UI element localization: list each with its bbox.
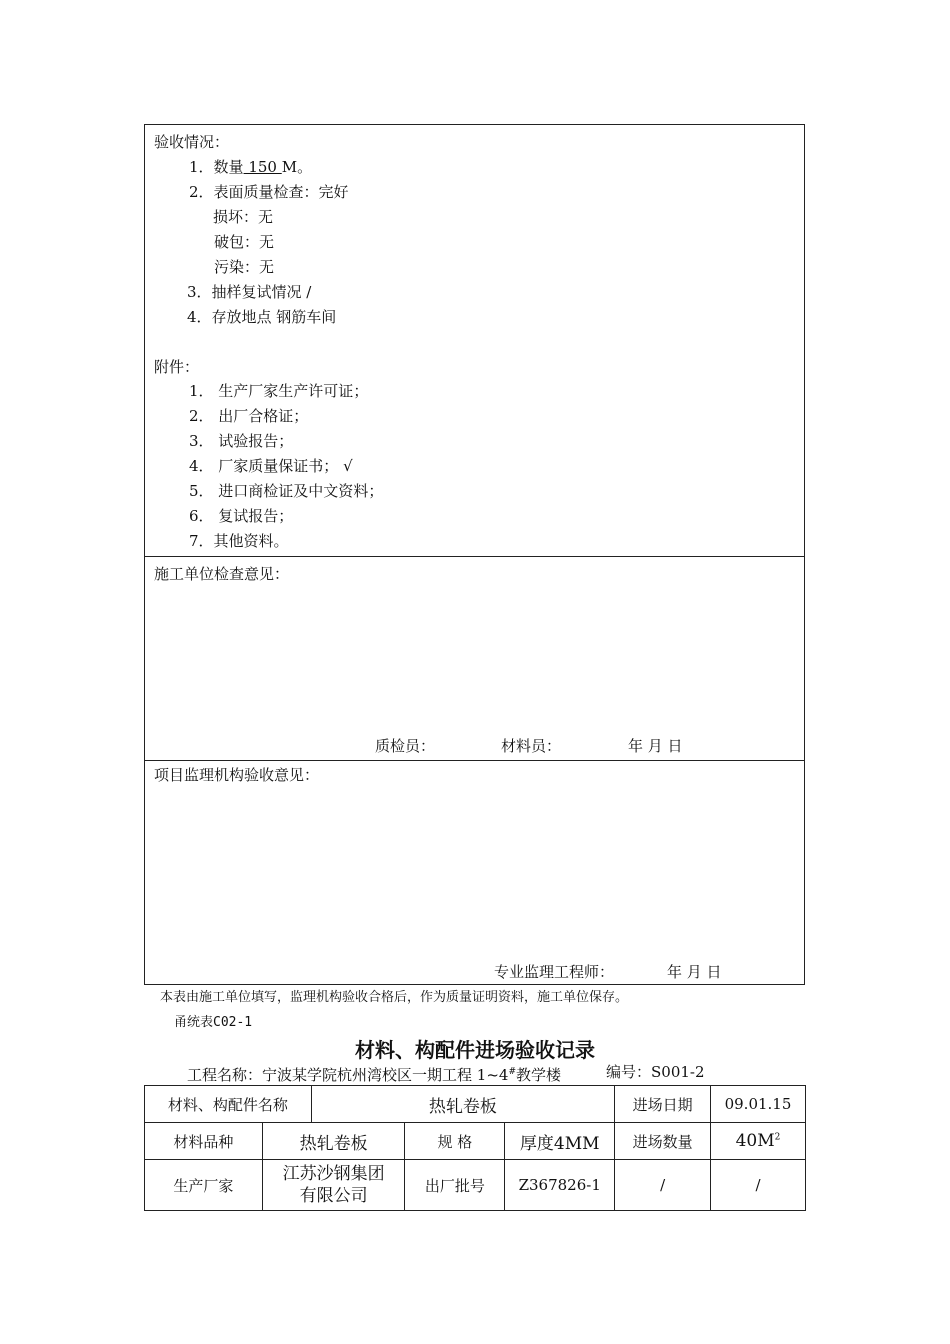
table-row [145,1086,806,1123]
quantity-suffix: M。 [281,158,313,176]
material-kind-value: 热轧卷板 [262,1123,405,1160]
engineer-label: 专业监理工程师： [494,963,615,981]
project-label: 工程名称： [187,1066,263,1084]
manufacturer-value [262,1160,405,1211]
entry-qty-value [711,1123,806,1160]
attachment-item: 7．其他资料。 [189,532,289,550]
number-line [606,1062,705,1082]
entry-qty-label: 进场数量 [615,1123,711,1160]
attachment-item: 3． 试验报告； [189,432,294,450]
attachment-item: 4． 厂家质量保证书； √ [189,457,353,475]
attachment-item: 5． 进口商检证及中文资料； [189,482,384,500]
record-title: 材料、构配件进场验收记录 [355,1038,595,1062]
batch-value: Z367826-1 [505,1160,615,1211]
pollution-line: 污染：无 [214,258,275,276]
project-line [187,1062,561,1085]
supervision-date: 年 月 日 [667,963,722,981]
sampling-line: 3．抽样复试情况 / [187,283,312,301]
supervision-heading: 项目监理机构验收意见： [154,766,320,784]
broken-line: 破包：无 [214,233,275,251]
material-kind-label: 材料品种 [145,1123,263,1160]
damage-line: 损坏：无 [213,208,274,226]
spec-label: 规 格 [405,1123,505,1160]
project-sup: # [508,1067,516,1077]
spec-value: 厚度4MM [505,1123,615,1160]
acceptance-section [144,124,805,557]
storage-line: 4．存放地点 钢筋车间 [187,308,337,326]
footnote: 本表由施工单位填写，监理机构验收合格后，作为质量证明资料，施工单位保存。 [160,990,629,1005]
quantity-value: 150 [243,158,282,176]
inspector-label: 质检员： [375,737,436,755]
attachments-heading: 附件： [154,358,200,376]
construction-opinion-section [144,556,805,761]
attachment-item: 2． 出厂合格证； [189,407,309,425]
project-name-suffix: 教学楼 [516,1066,562,1084]
quantity-prefix: 1．数量 [189,158,244,176]
construction-date: 年 月 日 [628,737,683,755]
form-code: 甬统表C02-1 [174,1015,253,1030]
manufacturer-label: 生产厂家 [145,1160,263,1211]
batch-label: 出厂批号 [405,1160,505,1211]
cell-slash: / [711,1160,806,1211]
construction-heading: 施工单位检查意见： [154,565,290,583]
table-row [145,1123,806,1160]
entry-date-label: 进场日期 [615,1086,711,1123]
number-value: S001-2 [651,1063,705,1081]
surface-quality: 2．表面质量检查：完好 [189,183,349,201]
acceptance-heading: 验收情况： [154,133,230,151]
table-row [145,1160,806,1211]
manufacturer-value-line1: 江苏沙钢集团 [282,1164,385,1184]
entry-qty-number: 40M [735,1131,775,1151]
number-label: 编号： [606,1063,652,1081]
material-clerk-label: 材料员： [501,737,562,755]
manufacturer-value-line2: 有限公司 [299,1186,368,1206]
quantity-line [189,157,312,177]
material-name-label: 材料、构配件名称 [145,1086,312,1123]
entry-qty-sup: 2 [774,1132,781,1143]
project-name: 宁波某学院杭州湾校区一期工程 1~4 [262,1066,509,1084]
material-name-value: 热轧卷板 [311,1086,615,1123]
attachment-item: 6． 复试报告； [189,507,294,525]
cell-slash: / [615,1160,711,1211]
attachment-item: 1． 生产厂家生产许可证； [189,382,369,400]
entry-date-value: 09.01.15 [711,1086,806,1123]
record-table [144,1085,806,1211]
supervision-opinion-section [144,760,805,985]
